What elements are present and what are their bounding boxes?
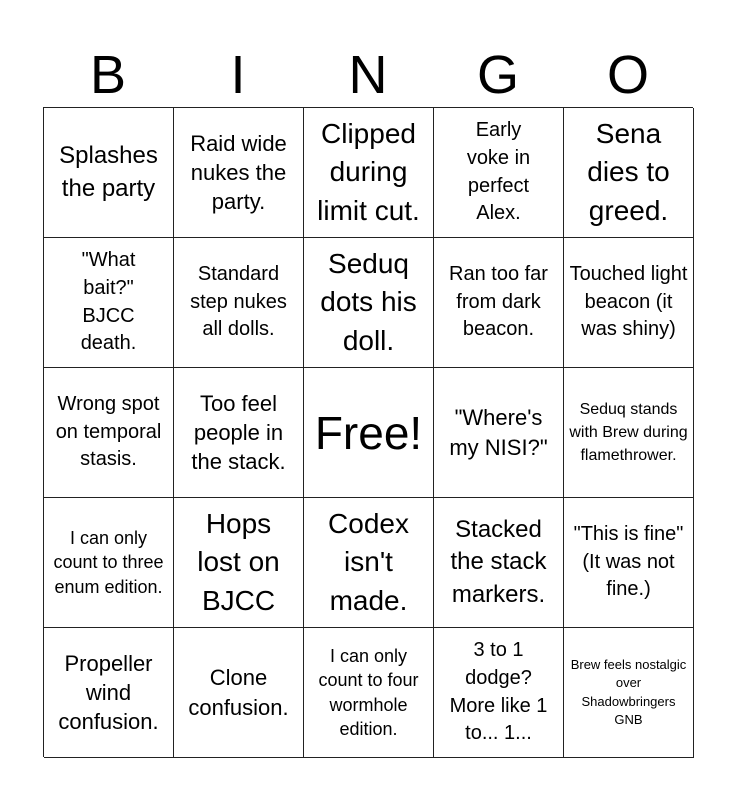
header-letter-b: B bbox=[89, 45, 127, 105]
header-letter-n: N bbox=[348, 45, 388, 105]
bingo-cell-r5c2[interactable] bbox=[174, 628, 304, 758]
cell-text: Codex isn't made. bbox=[328, 507, 409, 616]
bingo-cell-r5c3[interactable] bbox=[304, 628, 434, 758]
bingo-cell-r4c2[interactable] bbox=[174, 498, 304, 628]
bingo-cell-r3c3[interactable] bbox=[304, 368, 434, 498]
bingo-cell-r5c5[interactable] bbox=[564, 628, 694, 758]
bingo-cell-r2c2[interactable] bbox=[174, 238, 304, 368]
cell-text: Propeller wind confusion. bbox=[58, 650, 159, 735]
cell-text: Standard step nukes all dolls. bbox=[190, 263, 287, 341]
bingo-cell-r3c5[interactable] bbox=[564, 368, 694, 498]
bingo-cell-r4c5[interactable] bbox=[564, 498, 694, 628]
cell-text: "This is fine" (It was not fine.) bbox=[573, 523, 684, 601]
cell-text: Hops lost on BJCC bbox=[197, 507, 280, 616]
bingo-cell-r3c4[interactable] bbox=[434, 368, 564, 498]
bingo-cell-r4c1[interactable] bbox=[44, 498, 174, 628]
cell-text: Early voke in perfect Alex. bbox=[466, 119, 531, 225]
bingo-cell-r5c1[interactable] bbox=[44, 628, 174, 758]
bingo-header bbox=[43, 44, 693, 106]
bingo-cell-r1c5[interactable] bbox=[564, 108, 694, 238]
cell-text: Seduq dots his doll. bbox=[320, 247, 417, 356]
cell-text: Touched light beacon (it was shiny) bbox=[569, 263, 688, 341]
bingo-cell-r4c4[interactable] bbox=[434, 498, 564, 628]
bingo-cell-r2c4[interactable] bbox=[434, 238, 564, 368]
cell-text: 3 to 1 dodge? More like 1 to... 1... bbox=[449, 639, 548, 745]
cell-text: Raid wide nukes the party. bbox=[190, 130, 287, 215]
bingo-cell-r2c1[interactable] bbox=[44, 238, 174, 368]
bingo-cell-r1c3[interactable] bbox=[304, 108, 434, 238]
cell-text: Brew feels nostalgic over Shadowbringers GNB bbox=[570, 657, 687, 727]
cell-text: Clipped during limit cut. bbox=[317, 117, 420, 226]
bingo-board bbox=[43, 107, 693, 757]
bingo-cell-r2c3[interactable] bbox=[304, 238, 434, 368]
cell-text: "What bait?" BJCC death. bbox=[80, 249, 137, 355]
cell-text: I can only count to three enum edition. bbox=[53, 528, 164, 597]
cell-text: Stacked the stack markers. bbox=[450, 515, 547, 608]
cell-text: Ran too far from dark beacon. bbox=[449, 263, 548, 341]
header-letter-g: G bbox=[476, 45, 519, 105]
cell-text: Wrong spot on temporal stasis. bbox=[55, 393, 162, 471]
cell-text: I can only count to four wormhole edition. bbox=[318, 645, 419, 739]
bingo-cell-r3c1[interactable] bbox=[44, 368, 174, 498]
cell-text: "Where's my NISI?" bbox=[449, 405, 548, 460]
bingo-cell-r5c4[interactable] bbox=[434, 628, 564, 758]
bingo-cell-r1c2[interactable] bbox=[174, 108, 304, 238]
header-letter-i: I bbox=[230, 45, 246, 105]
cell-text: Splashes the party bbox=[59, 141, 158, 202]
bingo-cell-r3c2[interactable] bbox=[174, 368, 304, 498]
free-space-text: Free! bbox=[314, 406, 423, 459]
cell-text: Seduq stands with Brew during flamethrower. bbox=[569, 400, 688, 465]
bingo-cell-r1c1[interactable] bbox=[44, 108, 174, 238]
header-letter-o: O bbox=[606, 45, 649, 105]
bingo-cell-r4c3[interactable] bbox=[304, 498, 434, 628]
cell-text: Clone confusion. bbox=[188, 665, 289, 720]
bingo-cell-r2c5[interactable] bbox=[564, 238, 694, 368]
cell-text: Sena dies to greed. bbox=[587, 117, 670, 226]
cell-text: Too feel people in the stack. bbox=[191, 390, 286, 475]
bingo-cell-r1c4[interactable] bbox=[434, 108, 564, 238]
